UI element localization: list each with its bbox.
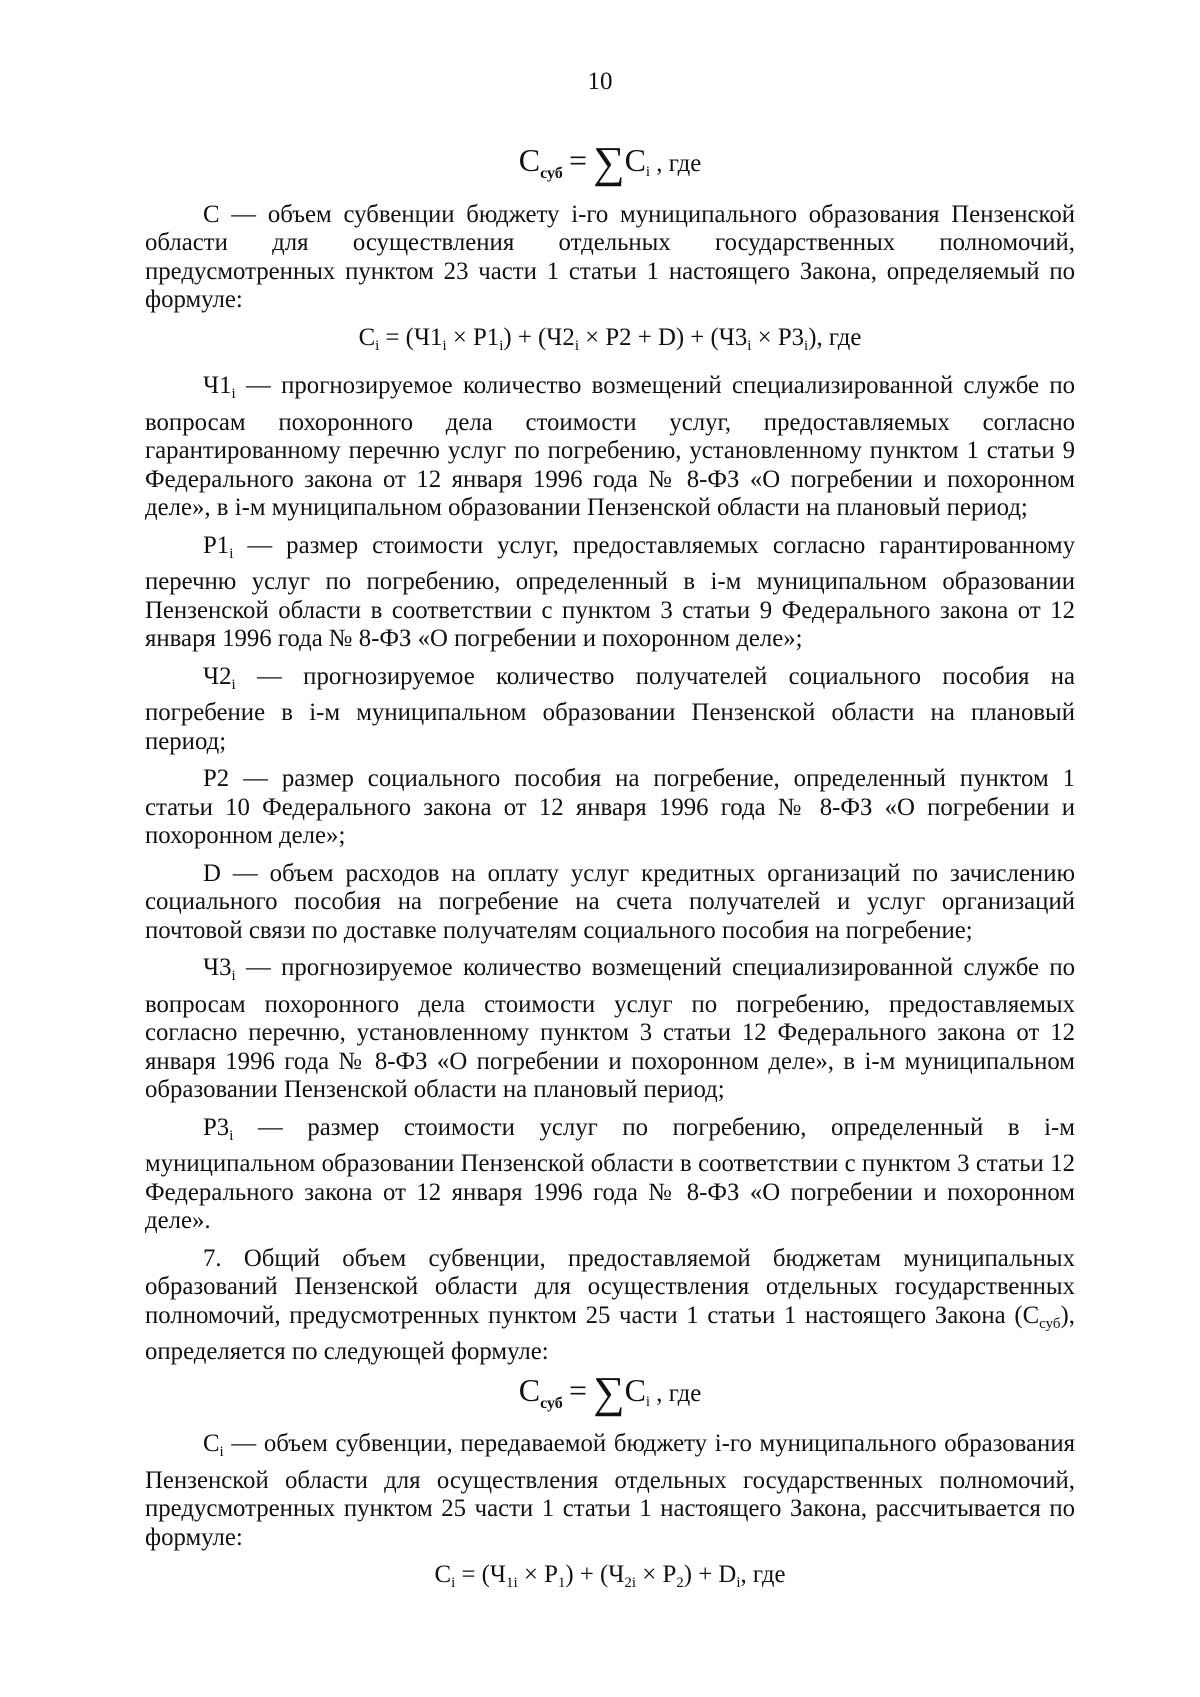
symbol: Р1 xyxy=(203,531,230,559)
formula-term: Р xyxy=(662,1561,677,1588)
paragraph-text: ), определяется по следующей формуле: xyxy=(145,1301,1075,1365)
formula-tail: ), где xyxy=(808,323,862,351)
formula-ci-23 xyxy=(145,324,1075,361)
formula-sub: i xyxy=(451,1575,456,1591)
symbol-sub: i xyxy=(231,386,236,402)
paragraph-d: D — объем расходов на оплату услуг кредитных организаций по зачислению социального пособия на погребение на счета получателей и услуг организаций почтовой связи по доставке получателям социального пособия на погребение; xyxy=(145,859,1075,944)
symbol: С xyxy=(203,1430,220,1457)
sum-symbol: ∑ xyxy=(593,138,625,187)
formula-sub: i xyxy=(747,337,752,354)
formula-ci-25 xyxy=(145,1561,1075,1598)
formula-lhs-sub: суб xyxy=(540,165,563,182)
formula-op: = ( xyxy=(379,323,414,351)
formula-op: × Р2 + D) + ( xyxy=(578,323,719,351)
formula-sub: i xyxy=(736,1575,741,1591)
formula-total-subvention-2 xyxy=(145,1367,1075,1419)
symbol: Р3 xyxy=(203,1113,230,1141)
formula-op: ) + ( xyxy=(565,1561,609,1588)
paragraph-text: — прогнозируемое количество возмещений специализированной службе по вопросам похоронного дела стоимости услуг по погребению, предоставляемых согласно перечню, установленному пунктом 3 статьи 12 Федерального закона от 12 января 1996 года № 8-ФЗ «О погребении и похоронном деле», в i-м муниципальном образовании Пензенской области на плановый период; xyxy=(145,954,1075,1103)
page-content xyxy=(145,140,1075,1610)
formula-sub: 1 xyxy=(557,1575,566,1591)
formula-op: ) + ( xyxy=(503,323,547,351)
symbol-sub: i xyxy=(231,676,236,693)
paragraph-text: — прогнозируемое количество получателей социального пособия на погребение в i-м муниципальном образовании Пензенской области на плановый период; xyxy=(145,662,1075,755)
paragraph-ci xyxy=(145,1430,1075,1552)
formula-op: = ( xyxy=(455,1561,490,1588)
symbol: Ч1 xyxy=(203,372,232,399)
paragraph-ch2 xyxy=(145,663,1075,757)
formula-op: × xyxy=(636,1561,663,1588)
symbol-sub: i xyxy=(231,968,236,984)
formula-eq: = xyxy=(568,142,587,178)
formula-op: × xyxy=(751,323,778,351)
page-number: 10 xyxy=(587,68,613,95)
formula-sub: 2 xyxy=(676,1575,684,1591)
paragraph-p1 xyxy=(145,532,1075,654)
symbol: Ч2 xyxy=(203,662,232,690)
symbol-sub: i xyxy=(229,545,234,562)
formula-term: Р xyxy=(544,1561,558,1588)
formula-term: Ч xyxy=(489,1561,507,1588)
paragraph-text: — прогнозируемое количество возмещений специализированной службе по вопросам похоронного дела стоимости услуг, предоставляемых согласно гарантированному перечню услуг по погребению, установленному пунктом 1 статьи 9 Федерального закона от 12 января 1996 года № 8-ФЗ «О погребении и похоронном деле», в i-м муниципальном образовании Пензенской области на плановый период; xyxy=(145,372,1075,521)
formula-sub: i xyxy=(499,337,504,354)
formula-tail: , где xyxy=(656,150,702,177)
formula-rhs-sub: i xyxy=(645,1393,651,1410)
symbol-sub: суб xyxy=(1039,1315,1061,1332)
formula-total-subvention xyxy=(145,138,1075,189)
paragraph-p3 xyxy=(145,1114,1075,1236)
symbol-sub: i xyxy=(229,1127,234,1144)
paragraph-c-definition: С — объем субвенции бюджету i-го муниципального образования Пензенской области для осуществления отдельных государственных полномочий, предусмотренных пунктом 23 части 1 статьи 1 настоящего Закона, определяемый по формуле: xyxy=(145,200,1075,313)
formula-sub: i xyxy=(375,337,380,354)
paragraph-ch3 xyxy=(145,954,1075,1105)
symbol: Ч3 xyxy=(203,954,232,981)
formula-rhs: С xyxy=(624,142,646,178)
formula-op: ) + xyxy=(683,1561,719,1588)
formula-tail: , где xyxy=(740,1561,786,1588)
formula-lhs-sub: суб xyxy=(540,1394,563,1412)
formula-eq: = xyxy=(568,1371,587,1408)
paragraph-text: — размер стоимости услуг по погребению, определенный в i-м муниципальном образовании Пензенской области в соответствии с пунктом 3 статьи 12 Федерального закона от 12 января 1996 года № 8-ФЗ «О погребении и похоронном деле». xyxy=(145,1113,1075,1234)
paragraph-ch1 xyxy=(145,372,1075,523)
formula-sub: i xyxy=(804,337,809,354)
formula-rhs-sub: i xyxy=(645,164,651,180)
formula-op: × xyxy=(517,1561,545,1588)
paragraph-text: — объем субвенции, передаваемой бюджету i-го муниципального образования Пензенской области для осуществления отдельных государственных полномочий, предусмотренных пунктом 25 части 1 статьи 1 настоящего Закона, рассчитывается по формуле: xyxy=(145,1430,1075,1551)
formula-op: × xyxy=(446,323,474,351)
sum-symbol: ∑ xyxy=(593,1367,625,1417)
formula-term: Ч3 xyxy=(718,323,748,351)
formula-sub: 2i xyxy=(624,1575,637,1591)
formula-sub: i xyxy=(442,337,447,354)
formula-term: Ч xyxy=(608,1561,625,1588)
paragraph-text: 7. Общий объем субвенции, предоставляемой бюджетам муниципальных образований Пензенской области для осуществления отдельных государственных полномочий, предусмотренных пунктом 25 части 1 статьи 1 настоящего Закона (С xyxy=(145,1244,1075,1329)
formula-term: Р3 xyxy=(777,323,805,351)
formula-rhs: С xyxy=(624,1371,646,1408)
formula-term: С xyxy=(358,323,376,351)
formula-term: D xyxy=(718,1561,737,1588)
paragraph-text: — размер стоимости услуг, предоставляемых согласно гарантированному перечню услуг по погребению, определенный в i-м муниципальном образовании Пензенской области в соответствии с пунктом 3 статьи 9 Федерального закона от 12 января 1996 года № 8-ФЗ «О погребении и похоронном деле»; xyxy=(145,531,1075,652)
formula-term: С xyxy=(434,1561,452,1588)
formula-term: Ч2 xyxy=(546,323,575,351)
paragraph-p2: Р2 — размер социального пособия на погребение, определенный пунктом 1 статьи 10 Федерального закона от 12 января 1996 года № 8-ФЗ «О погребении и похоронном деле»; xyxy=(145,765,1075,849)
formula-lhs: С xyxy=(518,142,541,178)
formula-term: Р1 xyxy=(473,323,500,351)
formula-term: Ч1 xyxy=(413,323,443,351)
paragraph-7 xyxy=(145,1245,1075,1367)
symbol-sub: i xyxy=(219,1444,224,1460)
formula-sub: 1i xyxy=(506,1575,518,1591)
formula-lhs: С xyxy=(518,1371,541,1408)
formula-tail: , где xyxy=(656,1379,702,1407)
formula-sub: i xyxy=(574,337,579,354)
